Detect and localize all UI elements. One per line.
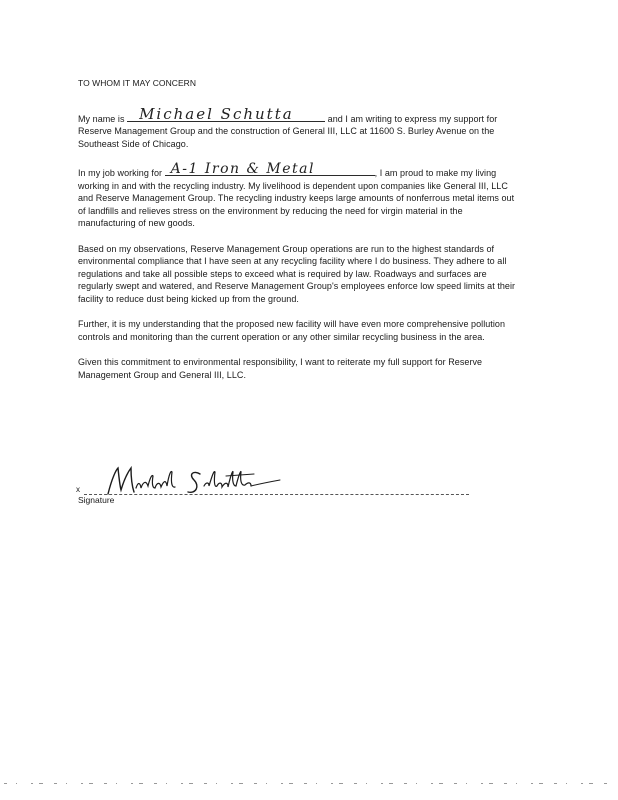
paragraph-observations: Based on my observations, Reserve Management Group operations are run to the highest standards of environmental compliance that I have seen at any recycling facility where I do business. They adhere to all regulations and take all possible steps to exceed what is required by law. Roadways and surfaces are regularly swept and watered, and Reserve Management Group's employees enforce low speed limits at their facility to reduce dust being kicked up from the ground.: [78, 243, 516, 304]
employment-lead-text: In my job working for: [78, 168, 163, 178]
employer-fill-line: [165, 160, 375, 177]
intro-body-text: and I am writing to express my support for Reserve Management Group and the construction of General III, LLC at 11600 S. Burley Avenue on the Southeast Side of Chicago.: [78, 113, 498, 149]
handwritten-name: Michael Schutta: [139, 105, 294, 123]
paragraph-employment: [78, 160, 518, 230]
signature-x-marker: x: [76, 485, 80, 494]
handwritten-signature: [104, 464, 284, 498]
name-fill-line: [127, 105, 325, 123]
signature-label: Signature: [78, 495, 115, 505]
scan-edge-artifact: [0, 782, 618, 785]
paragraph-closing: Given this commitment to environmental responsibility, I want to reiterate my full support for Reserve Management Group and General III, LLC.: [78, 357, 483, 380]
salutation: TO WHOM IT MAY CONCERN: [78, 78, 197, 88]
paragraph-new-facility: Further, it is my understanding that the proposed new facility will have even more comprehensive pollution controls and monitoring than the current operation or any other similar recycling business in the area.: [78, 319, 506, 342]
handwritten-employer: A-1 Iron & Metal: [170, 160, 315, 177]
employment-body-text: , I am proud to make my living working in and with the recycling industry. My livelihood is dependent upon companies like General III, LLC and Reserve Management Group. The recycling industry keeps large amounts of nonferrous metal items out of landfills and relieves stress on the environment by reducing the need for virgin material in the manufacturing of new goods.: [78, 168, 515, 228]
intro-lead-text: My name is: [78, 113, 125, 124]
paragraph-intro: [78, 105, 518, 151]
signature-block: [76, 462, 476, 512]
letter-body: [78, 77, 518, 394]
